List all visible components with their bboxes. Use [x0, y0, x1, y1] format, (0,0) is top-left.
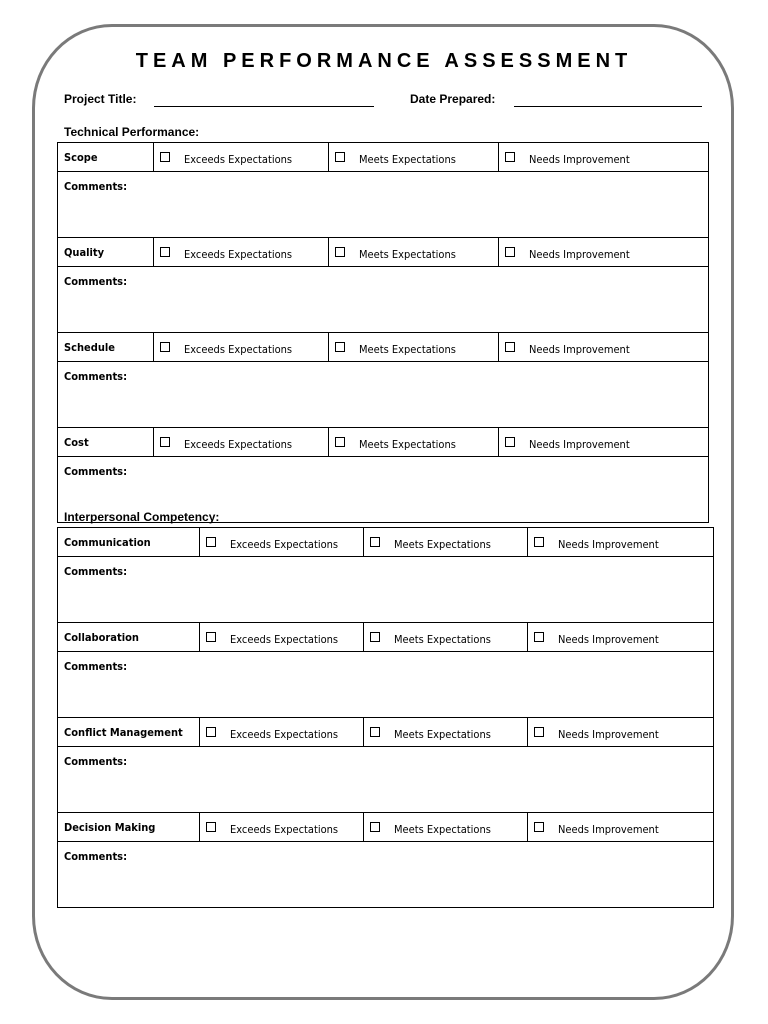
rating-option-label: Needs Improvement [529, 152, 630, 166]
rating-option-label: Exceeds Expectations [184, 247, 293, 261]
rating-option-label: Exceeds Expectations [184, 437, 293, 451]
rating-option-label: Meets Expectations [359, 342, 456, 356]
rating-option-exceeds-expectations[interactable] [206, 536, 357, 549]
comments-label: Comments: [64, 565, 128, 578]
rating-option-exceeds-expectations[interactable] [206, 631, 357, 644]
comments-row [58, 172, 709, 238]
rating-option-cell [329, 238, 499, 267]
comments-field[interactable] [58, 172, 709, 238]
criterion-row-conflict-management [58, 718, 714, 747]
rating-option-exceeds-expectations[interactable] [160, 246, 322, 259]
checkbox-icon[interactable] [335, 152, 345, 162]
rating-option-exceeds-expectations[interactable] [206, 726, 357, 739]
rating-option-label: Exceeds Expectations [184, 342, 293, 356]
checkbox-icon[interactable] [505, 247, 515, 257]
checkbox-icon[interactable] [206, 822, 216, 832]
checkbox-icon[interactable] [370, 537, 380, 547]
comments-row [58, 267, 709, 333]
checkbox-icon[interactable] [505, 342, 515, 352]
criterion-name: Decision Making [58, 813, 200, 842]
checkbox-icon[interactable] [534, 727, 544, 737]
checkbox-icon[interactable] [160, 342, 170, 352]
rating-option-needs-improvement[interactable] [505, 151, 702, 164]
rating-option-meets-expectations[interactable] [370, 821, 521, 834]
rating-option-needs-improvement[interactable] [534, 631, 707, 644]
rating-option-cell [364, 718, 528, 747]
rating-option-meets-expectations[interactable] [335, 436, 492, 449]
rating-option-label: Meets Expectations [394, 632, 491, 646]
rating-option-cell [499, 333, 709, 362]
comments-label: Comments: [64, 180, 128, 193]
comments-label: Comments: [64, 755, 128, 768]
rating-option-label: Needs Improvement [558, 632, 659, 646]
criterion-name: Quality [58, 238, 154, 267]
rating-option-meets-expectations[interactable] [335, 341, 492, 354]
rating-option-cell [200, 813, 364, 842]
comments-field[interactable] [58, 557, 714, 623]
checkbox-icon[interactable] [370, 822, 380, 832]
rating-option-cell [154, 238, 329, 267]
rating-option-exceeds-expectations[interactable] [160, 151, 322, 164]
checkbox-icon[interactable] [534, 822, 544, 832]
comments-label: Comments: [64, 465, 128, 478]
rating-option-label: Exceeds Expectations [230, 727, 339, 741]
criterion-row-communication [58, 528, 714, 557]
project-title-field[interactable] [154, 106, 374, 107]
date-prepared-label: Date Prepared: [410, 92, 496, 106]
checkbox-icon[interactable] [505, 437, 515, 447]
rating-option-label: Exceeds Expectations [230, 632, 339, 646]
rating-option-label: Needs Improvement [558, 537, 659, 551]
rating-option-needs-improvement[interactable] [505, 341, 702, 354]
checkbox-icon[interactable] [206, 632, 216, 642]
comments-field[interactable] [58, 362, 709, 428]
rating-option-label: Needs Improvement [558, 727, 659, 741]
rating-option-meets-expectations[interactable] [370, 726, 521, 739]
rating-option-cell [329, 333, 499, 362]
comments-row [58, 842, 714, 908]
comments-label: Comments: [64, 850, 128, 863]
criterion-name: Cost [58, 428, 154, 457]
checkbox-icon[interactable] [160, 152, 170, 162]
checkbox-icon[interactable] [160, 437, 170, 447]
comments-label: Comments: [64, 275, 128, 288]
rating-option-cell [528, 528, 714, 557]
rating-option-cell [154, 428, 329, 457]
rating-option-cell [499, 143, 709, 172]
checkbox-icon[interactable] [534, 537, 544, 547]
section-label-technical: Technical Performance: [64, 125, 200, 139]
rating-option-exceeds-expectations[interactable] [160, 341, 322, 354]
comments-row [58, 362, 709, 428]
rating-option-label: Meets Expectations [394, 537, 491, 551]
rating-option-label: Needs Improvement [558, 822, 659, 836]
section-label-interpersonal: Interpersonal Competency: [64, 510, 220, 524]
rating-option-label: Meets Expectations [359, 152, 456, 166]
rating-option-label: Exceeds Expectations [230, 822, 339, 836]
criterion-row-collaboration [58, 623, 714, 652]
interpersonal-competency-table [57, 527, 714, 908]
rating-option-cell [528, 623, 714, 652]
rating-option-exceeds-expectations[interactable] [160, 436, 322, 449]
checkbox-icon[interactable] [335, 342, 345, 352]
criterion-name: Collaboration [58, 623, 200, 652]
rating-option-cell [499, 238, 709, 267]
comments-field[interactable] [58, 842, 714, 908]
rating-option-cell [154, 333, 329, 362]
project-title-label: Project Title: [64, 92, 137, 106]
rating-option-needs-improvement[interactable] [534, 821, 707, 834]
rating-option-needs-improvement[interactable] [534, 726, 707, 739]
checkbox-icon[interactable] [335, 247, 345, 257]
rating-option-meets-expectations[interactable] [370, 536, 521, 549]
checkbox-icon[interactable] [206, 727, 216, 737]
criterion-name: Communication [58, 528, 200, 557]
rating-option-cell [329, 143, 499, 172]
comments-row [58, 652, 714, 718]
rating-option-cell [364, 623, 528, 652]
criterion-row-schedule [58, 333, 709, 362]
rating-option-label: Meets Expectations [359, 247, 456, 261]
checkbox-icon[interactable] [335, 437, 345, 447]
rating-option-cell [154, 143, 329, 172]
comments-field[interactable] [58, 652, 714, 718]
rating-option-needs-improvement[interactable] [505, 436, 702, 449]
comments-row [58, 557, 714, 623]
criterion-row-decision-making [58, 813, 714, 842]
criterion-name: Schedule [58, 333, 154, 362]
checkbox-icon[interactable] [534, 632, 544, 642]
rating-option-needs-improvement[interactable] [505, 246, 702, 259]
form-title: TEAM PERFORMANCE ASSESSMENT [135, 50, 633, 72]
rating-option-cell [200, 528, 364, 557]
technical-performance-table [57, 142, 709, 523]
rating-option-meets-expectations[interactable] [335, 246, 492, 259]
rating-option-meets-expectations[interactable] [370, 631, 521, 644]
criterion-name: Conflict Management [58, 718, 200, 747]
rating-option-cell [499, 428, 709, 457]
rating-option-cell [200, 623, 364, 652]
checkbox-icon[interactable] [370, 632, 380, 642]
date-prepared-field[interactable] [514, 106, 702, 107]
comments-label: Comments: [64, 370, 128, 383]
criterion-row-quality [58, 238, 709, 267]
rating-option-label: Meets Expectations [359, 437, 456, 451]
rating-option-cell [329, 428, 499, 457]
rating-option-meets-expectations[interactable] [335, 151, 492, 164]
rating-option-label: Exceeds Expectations [184, 152, 293, 166]
rating-option-label: Meets Expectations [394, 727, 491, 741]
rating-option-cell [528, 813, 714, 842]
checkbox-icon[interactable] [160, 247, 170, 257]
checkbox-icon[interactable] [370, 727, 380, 737]
rating-option-cell [364, 813, 528, 842]
comments-label: Comments: [64, 660, 128, 673]
rating-option-exceeds-expectations[interactable] [206, 821, 357, 834]
rating-option-label: Needs Improvement [529, 247, 630, 261]
rating-option-label: Needs Improvement [529, 437, 630, 451]
rating-option-label: Needs Improvement [529, 342, 630, 356]
rating-option-label: Exceeds Expectations [230, 537, 339, 551]
rating-option-cell [200, 718, 364, 747]
rating-option-needs-improvement[interactable] [534, 536, 707, 549]
comments-field[interactable] [58, 747, 714, 813]
criterion-row-scope [58, 143, 709, 172]
rating-option-cell [364, 528, 528, 557]
checkbox-icon[interactable] [206, 537, 216, 547]
checkbox-icon[interactable] [505, 152, 515, 162]
rating-option-cell [528, 718, 714, 747]
criterion-row-cost [58, 428, 709, 457]
criterion-name: Scope [58, 143, 154, 172]
comments-row [58, 747, 714, 813]
comments-field[interactable] [58, 267, 709, 333]
rating-option-label: Meets Expectations [394, 822, 491, 836]
